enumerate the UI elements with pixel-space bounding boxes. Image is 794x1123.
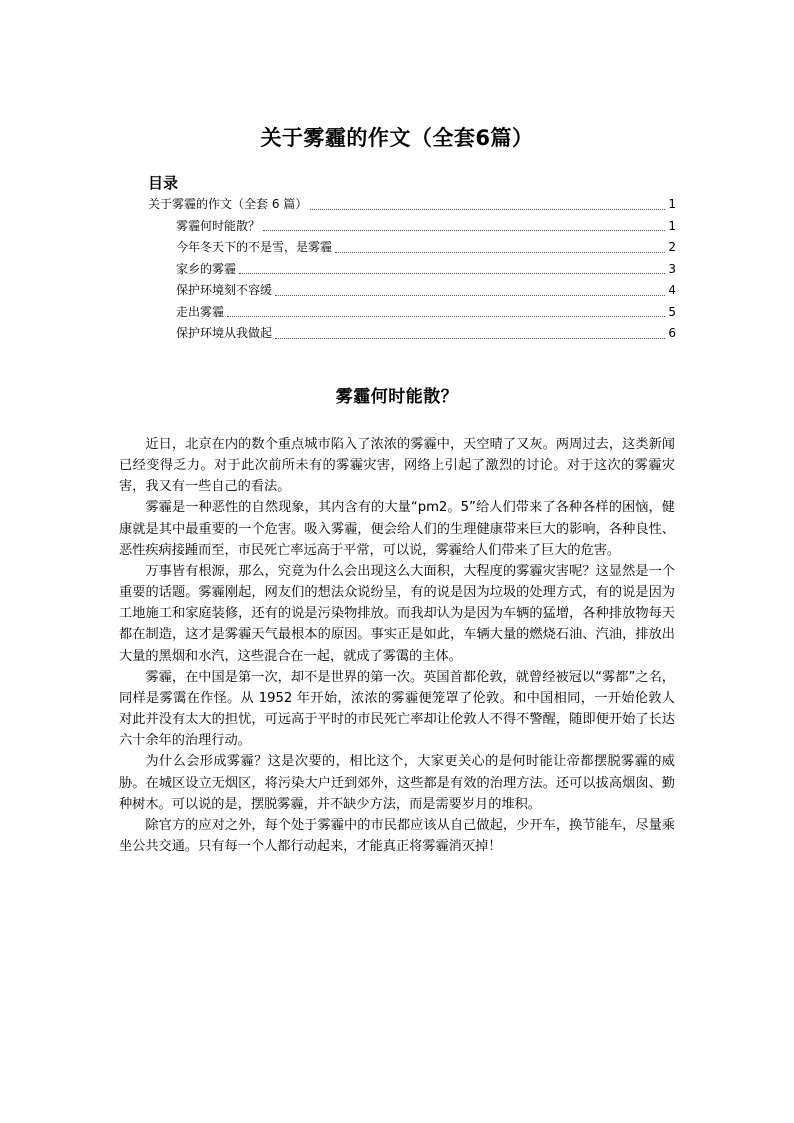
toc-entry-text: 走出雾霾 [176, 304, 225, 319]
toc-entry[interactable] [148, 323, 676, 345]
toc-entry-text: 关于雾霾的作文（全套 6 篇） [148, 197, 308, 211]
body-paragraph: 雾霾是一种恶性的自然现象，其内含有的大量“pm2。5”给人们带来了各种各样的困恼，健康就是其中最重要的一个危害。吸入雾霾，便会给人们的生理健康带来巨大的影响，各种良性、恶性疾病接踵而至，市民死亡率远高于平常，可以说，雾霾给人们带来了巨大的危害。 [119, 500, 675, 558]
toc-dot-leader [335, 251, 665, 253]
toc-entry-page: 1 [668, 197, 676, 211]
toc-entry-page: 1 [668, 218, 676, 233]
toc-dot-leader [227, 315, 665, 317]
toc-entry-page: 2 [668, 240, 676, 254]
toc-dot-leader [310, 208, 665, 210]
section-title: 雾霾何时能散？ [335, 387, 459, 407]
toc-entry-page: 4 [668, 283, 676, 297]
section-body [119, 434, 675, 857]
toc-entry-text: 保护环境刻不容缓 [176, 283, 273, 297]
toc-dot-leader [275, 294, 665, 296]
toc-entry-page: 6 [668, 326, 676, 340]
toc-entry-text: 雾霾何时能散？ [176, 218, 261, 233]
toc-entry-text: 保护环境从我做起 [176, 326, 273, 340]
body-paragraph: 雾霾，在中国是第一次，却不是世界的第一次。英国首都伦敦，就曾经被冠以“雾都”之名，同样是雾霭在作怪。从 1952 年开始，浓浓的雾霾便笼罩了伦敦。和中国相同，一开始伦敦人对此并没有太大的担忧，可远高于平时的市民死亡率却让伦敦人不得不警醒，随即便开始了长达六十余年的治理行动。 [119, 669, 675, 749]
toc-entry-page: 3 [668, 261, 676, 276]
toc-heading: 目录 [148, 174, 179, 192]
toc-entry[interactable] [148, 237, 676, 259]
table-of-contents [148, 172, 676, 345]
body-paragraph: 万事皆有根源，那么，究竟为什么会出现这么大面积，大程度的雾霾灾害呢？这显然是一个重要的话题。雾霾刚起，网友们的想法众说纷呈，有的说是因为垃圾的处理方式，有的说是因为工地施工和家庭装修，还有的说是污染物排放。而我却认为是因为车辆的猛增，各种排放物每天都在制造，这才是雾霾天气最根本的原因。事实正是如此，车辆大量的燃烧石油、汽油，排放出大量的黑烟和水汽，这些混合在一起，就成了雾霭的主体。 [119, 563, 675, 664]
toc-dot-leader [263, 229, 665, 231]
toc-entry[interactable] [148, 302, 676, 324]
document-title: 关于雾霾的作文（全套6篇） [260, 126, 534, 150]
body-paragraph: 为什么会形成雾霾？这是次要的，相比这个，大家更关心的是何时能让帝都摆脱雾霾的威胁。在城区设立无烟区，将污染大户迁到郊外，这些都是有效的治理方法。还可以拔高烟囱、勤种树木。可以说的是，摆脱雾霾，并不缺少方法，而是需要岁月的堆积。 [119, 754, 675, 812]
toc-entry[interactable] [148, 280, 676, 302]
toc-entry[interactable] [148, 194, 676, 216]
body-paragraph: 近日，北京在内的数个重点城市陷入了浓浓的雾霾中，天空晴了又灰。两周过去，这类新闻已经变得乏力。对于此次前所未有的雾霾灾害，网络上引起了激烈的讨论。对于这次的雾霾灾害，我又有一些自己的看法。 [119, 437, 675, 495]
toc-dot-leader [275, 337, 665, 339]
body-paragraph: 除官方的应对之外，每个处于雾霾中的市民都应该从自己做起，少开车，换节能车，尽量乘坐公共交通。只有每一个人都行动起来，才能真正将雾霾消灭掉！ [119, 817, 675, 854]
toc-entry-text: 今年冬天下的不是雪，是雾霾 [176, 240, 333, 254]
toc-entry[interactable] [148, 259, 676, 281]
toc-entry-text: 家乡的雾霾 [176, 261, 237, 276]
toc-entry[interactable] [148, 216, 676, 238]
toc-dot-leader [239, 272, 665, 274]
toc-entry-page: 5 [668, 304, 676, 319]
